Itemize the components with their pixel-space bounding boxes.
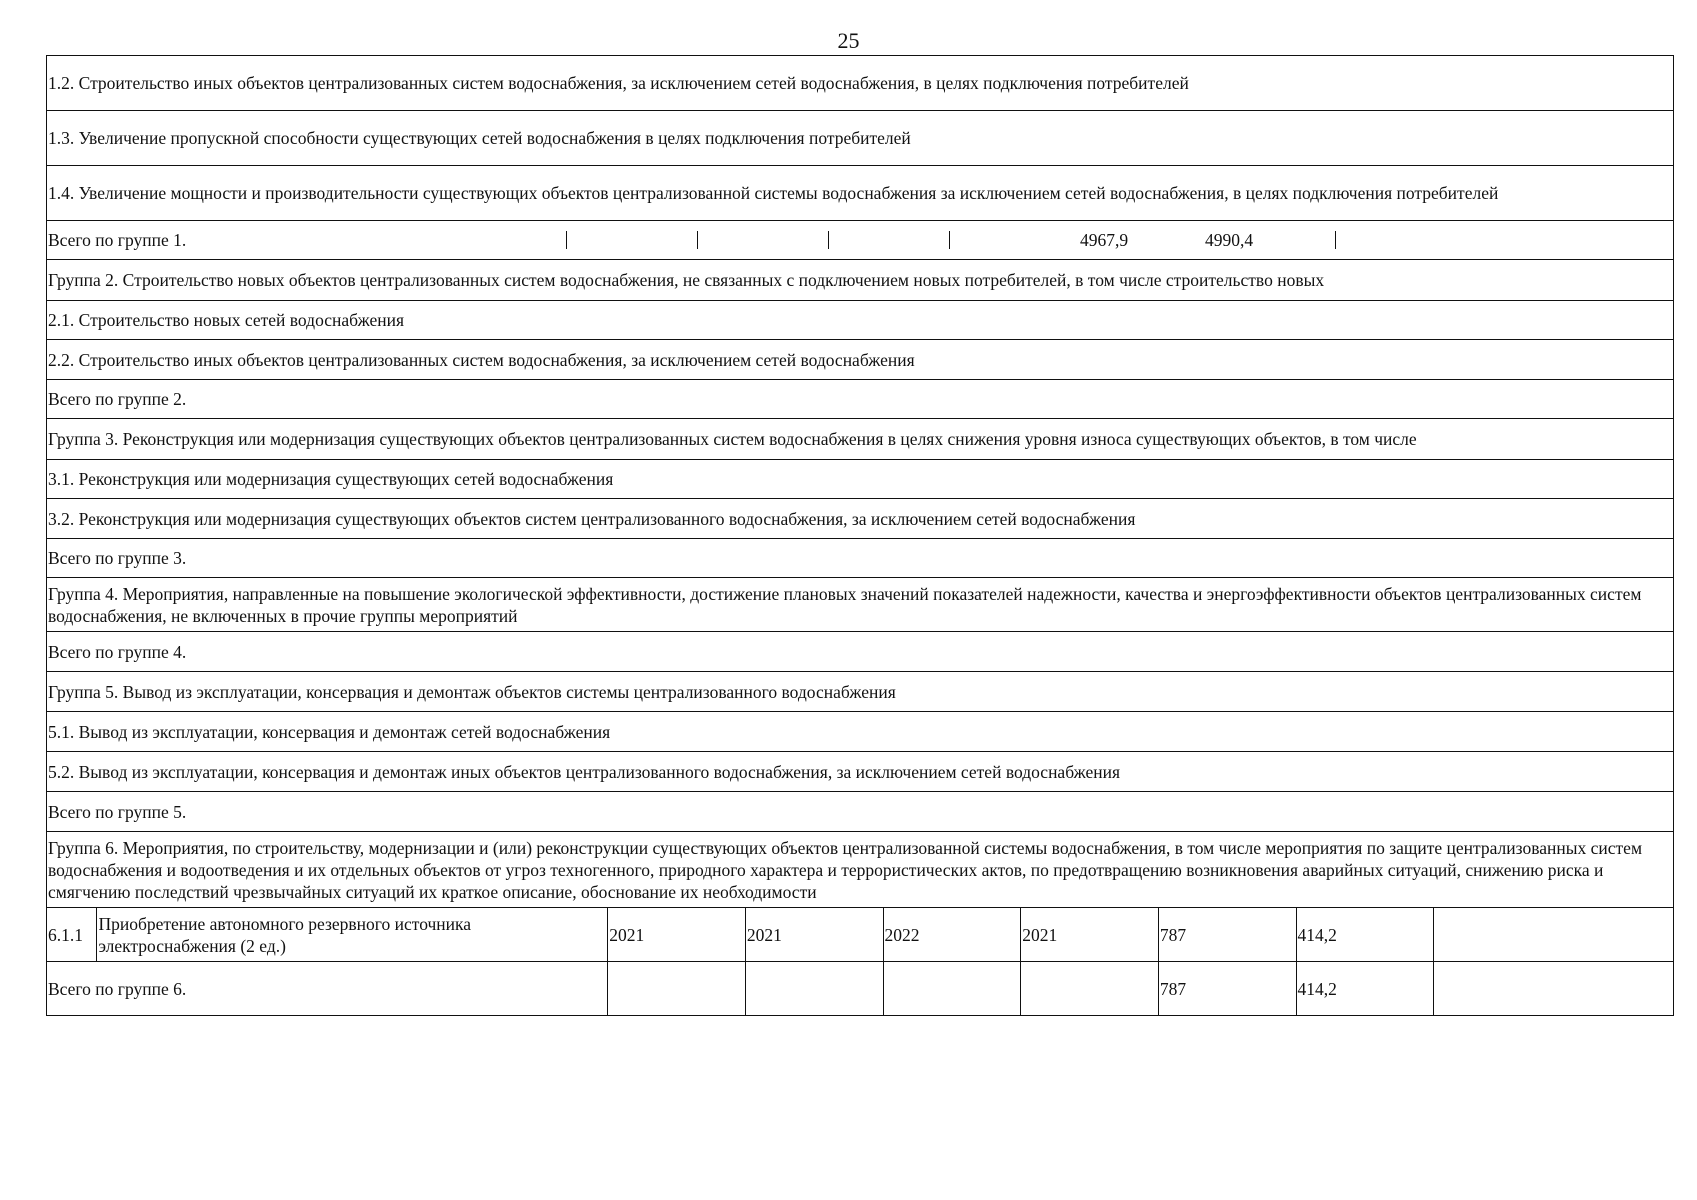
group6-col-6: 414,2: [1296, 962, 1434, 1016]
investment-program-table: [46, 55, 1674, 1016]
group-4-header: Группа 4. Мероприятия, направленные на повышение экологической эффективности, достижение плановых значений показателей надежности, качества и энергоэффективности объектов централизованных систем водоснабжения, не включенных в прочие группы мероприятий: [47, 578, 1674, 632]
table-row: [47, 832, 1674, 908]
item-col-7: [1434, 908, 1674, 962]
row-1-2: 1.2. Строительство иных объектов централизованных систем водоснабжения, за исключением сетей водоснабжения, в целях подключения потребителей: [47, 56, 1674, 111]
group-6-header: Группа 6. Мероприятия, по строительству, модернизации и (или) реконструкции существующих объектов централизованной системы водоснабжения, в том числе мероприятия по защите централизованных систем водоснабжения и водоотведения и их отдельных объектов от угроз техногенного, природного характера и террористических актов, по предотвращению возникновения аварийных ситуаций, снижению риска и смягчению последствий чрезвычайных ситуаций их краткое описание, обоснование их необходимости: [47, 832, 1674, 908]
table-row-group6-total: [47, 962, 1674, 1016]
table-row: [47, 752, 1674, 792]
group1-total-value-2: 4990,4: [1205, 230, 1254, 250]
table-row-group1-total: [47, 221, 1674, 260]
item-col-5: 787: [1158, 908, 1296, 962]
table-row: [47, 460, 1674, 499]
group-5-total: Всего по группе 5.: [47, 792, 1674, 832]
table-row: [47, 380, 1674, 419]
item-col-3: 2022: [883, 908, 1021, 962]
row-5-2: 5.2. Вывод из эксплуатации, консервация и демонтаж иных объектов централизованного водоснабжения, за исключением сетей водоснабжения: [47, 752, 1674, 792]
group6-col-4: [1021, 962, 1159, 1016]
separator: [566, 231, 697, 249]
table-row: [47, 260, 1674, 301]
table-row-item-6-1-1: [47, 908, 1674, 962]
group1-total-cell: [47, 221, 1674, 260]
row-3-2: 3.2. Реконструкция или модернизация существующих объектов систем централизованного водоснабжения, за исключением сетей водоснабжения: [47, 499, 1674, 539]
table-row: [47, 166, 1674, 221]
table-row: [47, 419, 1674, 460]
separator: [949, 231, 1080, 249]
table-row: [47, 632, 1674, 672]
table-row: [47, 56, 1674, 111]
group-4-total: Всего по группе 4.: [47, 632, 1674, 672]
table-row: [47, 672, 1674, 712]
separator: [828, 231, 949, 249]
row-2-2: 2.2. Строительство иных объектов централизованных систем водоснабжения, за исключением сетей водоснабжения: [47, 340, 1674, 380]
group-3-header: Группа 3. Реконструкция или модернизация существующих объектов централизованных систем водоснабжения в целях снижения уровня износа существующих объектов, в том числе: [47, 419, 1674, 460]
group-3-total: Всего по группе 3.: [47, 539, 1674, 578]
group6-col-2: [745, 962, 883, 1016]
separator: [697, 231, 828, 249]
group-6-total-label: Всего по группе 6.: [47, 962, 608, 1016]
separator: [1335, 231, 1346, 249]
item-col-4: 2021: [1021, 908, 1159, 962]
table-row: [47, 578, 1674, 632]
table-row: [47, 792, 1674, 832]
group6-col-1: [608, 962, 746, 1016]
table-row: [47, 499, 1674, 539]
item-col-1: 2021: [608, 908, 746, 962]
page-number: 25: [837, 28, 860, 53]
table-row: [47, 111, 1674, 166]
table-row: [47, 539, 1674, 578]
group1-total-value-1: 4967,9: [1080, 230, 1129, 250]
group-2-header: Группа 2. Строительство новых объектов централизованных систем водоснабжения, не связанных с подключением новых потребителей, в том числе строительство новых: [47, 260, 1674, 301]
item-col-6: 414,2: [1296, 908, 1434, 962]
group-2-total: Всего по группе 2.: [47, 380, 1674, 419]
row-5-1: 5.1. Вывод из эксплуатации, консервация и демонтаж сетей водоснабжения: [47, 712, 1674, 752]
item-code: 6.1.1: [47, 908, 97, 962]
group6-col-3: [883, 962, 1021, 1016]
row-3-1: 3.1. Реконструкция или модернизация существующих сетей водоснабжения: [47, 460, 1674, 499]
group-5-header: Группа 5. Вывод из эксплуатации, консервация и демонтаж объектов системы централизованного водоснабжения: [47, 672, 1674, 712]
row-2-1: 2.1. Строительство новых сетей водоснабжения: [47, 301, 1674, 340]
row-1-4: 1.4. Увеличение мощности и производительности существующих объектов централизованной системы водоснабжения за исключением сетей водоснабжения, в целях подключения потребителей: [47, 166, 1674, 221]
item-col-2: 2021: [745, 908, 883, 962]
row-1-3: 1.3. Увеличение пропускной способности существующих сетей водоснабжения в целях подключения потребителей: [47, 111, 1674, 166]
table-row: [47, 301, 1674, 340]
table-row: [47, 340, 1674, 380]
table-row: [47, 712, 1674, 752]
group6-col-5: 787: [1158, 962, 1296, 1016]
group1-total-label: Всего по группе 1.: [48, 230, 187, 250]
item-name: Приобретение автономного резервного источника электроснабжения (2 ед.): [97, 908, 608, 962]
group6-col-7: [1434, 962, 1674, 1016]
